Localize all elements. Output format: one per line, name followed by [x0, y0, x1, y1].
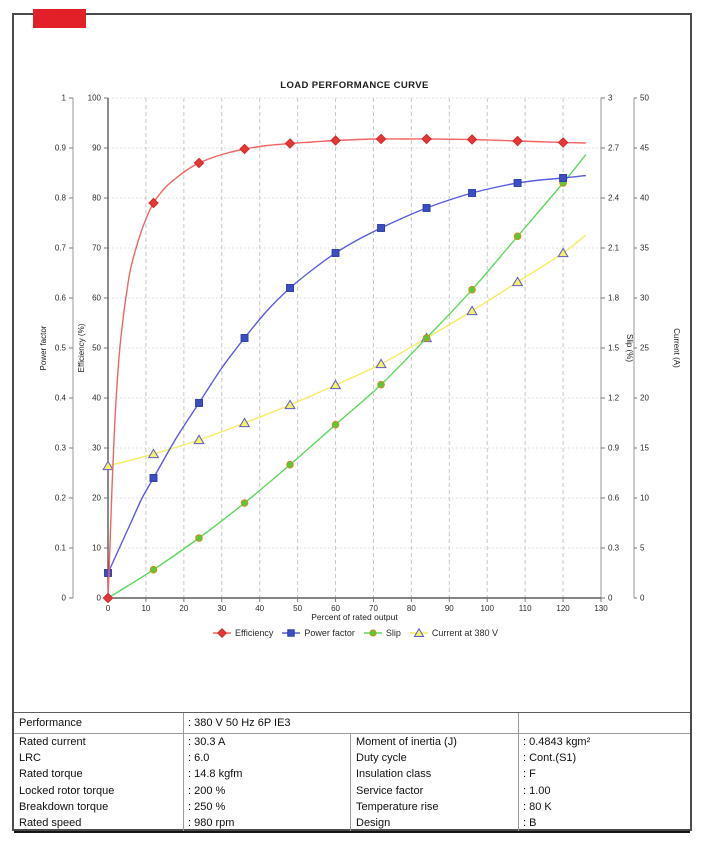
legend-label: Slip	[385, 628, 401, 638]
tick-label-current: 5	[640, 543, 645, 553]
tick-label-x: 60	[331, 604, 340, 613]
tick-label-efficiency: 60	[92, 293, 101, 303]
triangle-marker	[331, 380, 341, 388]
tick-label-slip: 0.9	[608, 443, 620, 453]
square-marker	[288, 630, 294, 636]
tick-label-current: 0	[640, 593, 645, 603]
tick-label-x: 40	[255, 604, 265, 613]
spec-label: Duty cycle	[350, 750, 518, 766]
spec-label: Moment of inertia (J)	[350, 734, 518, 750]
triangle-legend-icon	[410, 627, 428, 639]
tick-label-efficiency: 40	[92, 393, 101, 403]
spec-label: Rated current	[19, 736, 86, 749]
tick-label-efficiency: 70	[92, 243, 101, 253]
spec-table-body	[14, 734, 690, 831]
axis-title-power_factor: Power factor	[39, 325, 48, 371]
circle-marker	[332, 421, 339, 428]
tick-label-slip: 1.5	[608, 343, 620, 353]
diamond-marker	[218, 629, 227, 638]
spec-value: : 200 %	[183, 782, 350, 798]
triangle-marker	[376, 359, 386, 367]
tick-label-slip: 1.8	[608, 293, 620, 303]
axis-current	[634, 94, 681, 603]
table-row	[14, 750, 690, 766]
spec-label: Temperature rise	[350, 799, 518, 815]
tick-label-x: 90	[444, 604, 454, 613]
table-row	[14, 815, 690, 831]
tick-label-slip: 3	[608, 93, 613, 103]
table-row-performance	[14, 713, 690, 734]
diamond-marker	[103, 593, 112, 602]
spec-label: LRC	[19, 752, 42, 765]
diamond-legend-icon	[213, 627, 231, 639]
table-row	[14, 766, 690, 782]
axis-title-current: Current (A)	[672, 328, 681, 368]
diamond-marker	[194, 158, 203, 167]
chart-legend	[0, 627, 711, 639]
tick-label-efficiency: 20	[92, 493, 101, 503]
circle-marker	[469, 286, 476, 293]
spec-value: : 0.4843 kgm²	[518, 734, 690, 750]
series-current-at-380-v	[103, 235, 586, 470]
circle-marker	[150, 566, 157, 573]
tick-label-slip: 0.3	[608, 543, 620, 553]
triangle-marker	[467, 306, 477, 314]
tick-label-slip: 0	[608, 593, 613, 603]
tick-label-current: 35	[640, 243, 649, 253]
axis-power_factor	[39, 94, 73, 603]
tick-label-x: 70	[369, 604, 378, 613]
table-row	[14, 799, 690, 815]
spec-label: Locked rotor torque	[19, 784, 115, 797]
tick-label-power_factor: 0.8	[54, 193, 66, 203]
series-efficiency	[103, 134, 585, 602]
tick-label-x: 20	[179, 604, 189, 613]
axis-title-slip: Slip (%)	[625, 333, 634, 363]
triangle-marker	[513, 277, 523, 285]
circle-marker	[287, 461, 294, 468]
tick-label-x: 30	[217, 604, 227, 613]
tick-label-efficiency: 0	[96, 593, 101, 603]
tick-label-power_factor: 0.6	[54, 293, 66, 303]
legend-item-current-at-380-v	[410, 627, 498, 639]
spec-value: : 250 %	[183, 799, 350, 815]
tick-label-slip: 2.7	[608, 143, 620, 153]
square-marker	[560, 175, 567, 182]
series-line	[108, 155, 586, 598]
axis-slip	[601, 94, 634, 603]
legend-item-power-factor	[282, 627, 355, 639]
square-marker	[150, 475, 157, 482]
spec-empty-cell	[518, 713, 690, 733]
axis-x	[106, 598, 608, 622]
tick-label-efficiency: 30	[92, 443, 101, 453]
tick-label-efficiency: 10	[92, 543, 101, 553]
spec-label: Rated torque	[19, 768, 83, 781]
diamond-marker	[240, 144, 249, 153]
table-row	[14, 782, 690, 798]
x-axis-label: Percent of rated output	[311, 612, 398, 622]
square-marker	[514, 180, 521, 187]
tick-label-power_factor: 0.1	[54, 543, 66, 553]
axis-title-efficiency: Efficiency (%)	[77, 323, 86, 373]
square-marker	[423, 205, 430, 212]
circle-marker	[196, 535, 203, 542]
tick-label-power_factor: 0.7	[54, 243, 66, 253]
spec-value: : 30.3 A	[183, 734, 350, 750]
diamond-marker	[331, 136, 340, 145]
legend-item-slip	[364, 627, 401, 639]
triangle-marker	[558, 248, 568, 256]
spec-label: Performance	[19, 717, 82, 729]
tick-label-slip: 2.1	[608, 243, 620, 253]
square-marker	[469, 190, 476, 197]
tick-label-x: 110	[518, 604, 532, 613]
triangle-marker	[240, 418, 250, 426]
tick-label-x: 120	[556, 604, 570, 613]
tick-label-power_factor: 0.5	[54, 343, 66, 353]
diamond-marker	[467, 135, 476, 144]
series-slip	[105, 155, 586, 602]
spec-label: Service factor	[350, 782, 518, 798]
diamond-marker	[558, 138, 567, 147]
tick-label-efficiency: 90	[92, 143, 101, 153]
square-marker	[287, 285, 294, 292]
tick-label-power_factor: 0.9	[54, 143, 66, 153]
spec-value: : B	[518, 815, 690, 831]
tick-label-current: 25	[640, 343, 649, 353]
tick-label-power_factor: 0.2	[54, 493, 66, 503]
tick-label-efficiency: 80	[92, 193, 101, 203]
spec-value: : 14.8 kgfm	[183, 766, 350, 782]
tick-label-current: 40	[640, 193, 649, 203]
square-marker	[105, 570, 112, 577]
spec-label: Rated speed	[19, 816, 82, 829]
tick-label-power_factor: 0	[61, 593, 66, 603]
circle-legend-icon	[364, 627, 382, 639]
spec-value: : 980 rpm	[183, 815, 350, 831]
diamond-marker	[376, 134, 385, 143]
series-power-factor	[105, 175, 586, 577]
tick-label-power_factor: 0.4	[54, 393, 66, 403]
spec-value: : 6.0	[183, 750, 350, 766]
tick-label-slip: 1.2	[608, 393, 620, 403]
diamond-marker	[285, 139, 294, 148]
tick-label-x: 0	[105, 604, 111, 613]
square-marker	[196, 400, 203, 407]
tick-label-slip: 2.4	[608, 193, 620, 203]
spec-value: : 380 V 50 Hz 6P IE3	[183, 713, 518, 733]
circle-marker	[241, 500, 248, 507]
square-legend-icon	[282, 627, 300, 639]
spec-label: Breakdown torque	[19, 800, 109, 813]
square-marker	[332, 250, 339, 257]
square-marker	[241, 335, 248, 342]
tick-label-efficiency: 100	[87, 93, 101, 103]
tick-label-efficiency: 50	[92, 343, 101, 353]
spec-value: : F	[518, 766, 690, 782]
tick-label-power_factor: 0.3	[54, 443, 66, 453]
tick-label-x: 50	[293, 604, 303, 613]
legend-label: Current at 380 V	[431, 628, 498, 638]
axis-efficiency	[77, 94, 108, 603]
tick-label-current: 50	[640, 93, 649, 103]
circle-marker	[423, 335, 430, 342]
diamond-marker	[422, 134, 431, 143]
tick-label-current: 45	[640, 143, 649, 153]
tick-label-x: 130	[594, 604, 608, 613]
legend-label: Efficiency	[235, 628, 274, 638]
circle-marker	[378, 381, 385, 388]
tick-label-current: 30	[640, 293, 649, 303]
tick-label-x: 100	[480, 604, 494, 613]
diamond-marker	[513, 136, 522, 145]
tick-label-x: 10	[141, 604, 151, 613]
tick-label-power_factor: 1	[61, 93, 66, 103]
square-marker	[378, 225, 385, 232]
table-row	[14, 734, 690, 750]
tick-label-current: 10	[640, 493, 649, 503]
tick-label-slip: 0.6	[608, 493, 620, 503]
series-line	[108, 139, 586, 598]
tick-label-current: 15	[640, 443, 649, 453]
tick-label-x: 80	[406, 604, 416, 613]
tick-label-current: 20	[640, 393, 649, 403]
spec-value: : Cont.(S1)	[518, 750, 690, 766]
triangle-marker	[285, 400, 295, 408]
circle-marker	[370, 630, 376, 636]
chart-title: LOAD PERFORMANCE CURVE	[280, 80, 429, 91]
spec-table	[14, 712, 690, 833]
spec-value: : 1.00	[518, 782, 690, 798]
spec-label: Design	[350, 815, 518, 831]
legend-label: Power factor	[304, 628, 355, 638]
circle-marker	[514, 233, 521, 240]
legend-item-efficiency	[213, 627, 273, 639]
spec-label: Insulation class	[350, 766, 518, 782]
spec-value: : 80 K	[518, 799, 690, 815]
diamond-marker	[149, 198, 158, 207]
